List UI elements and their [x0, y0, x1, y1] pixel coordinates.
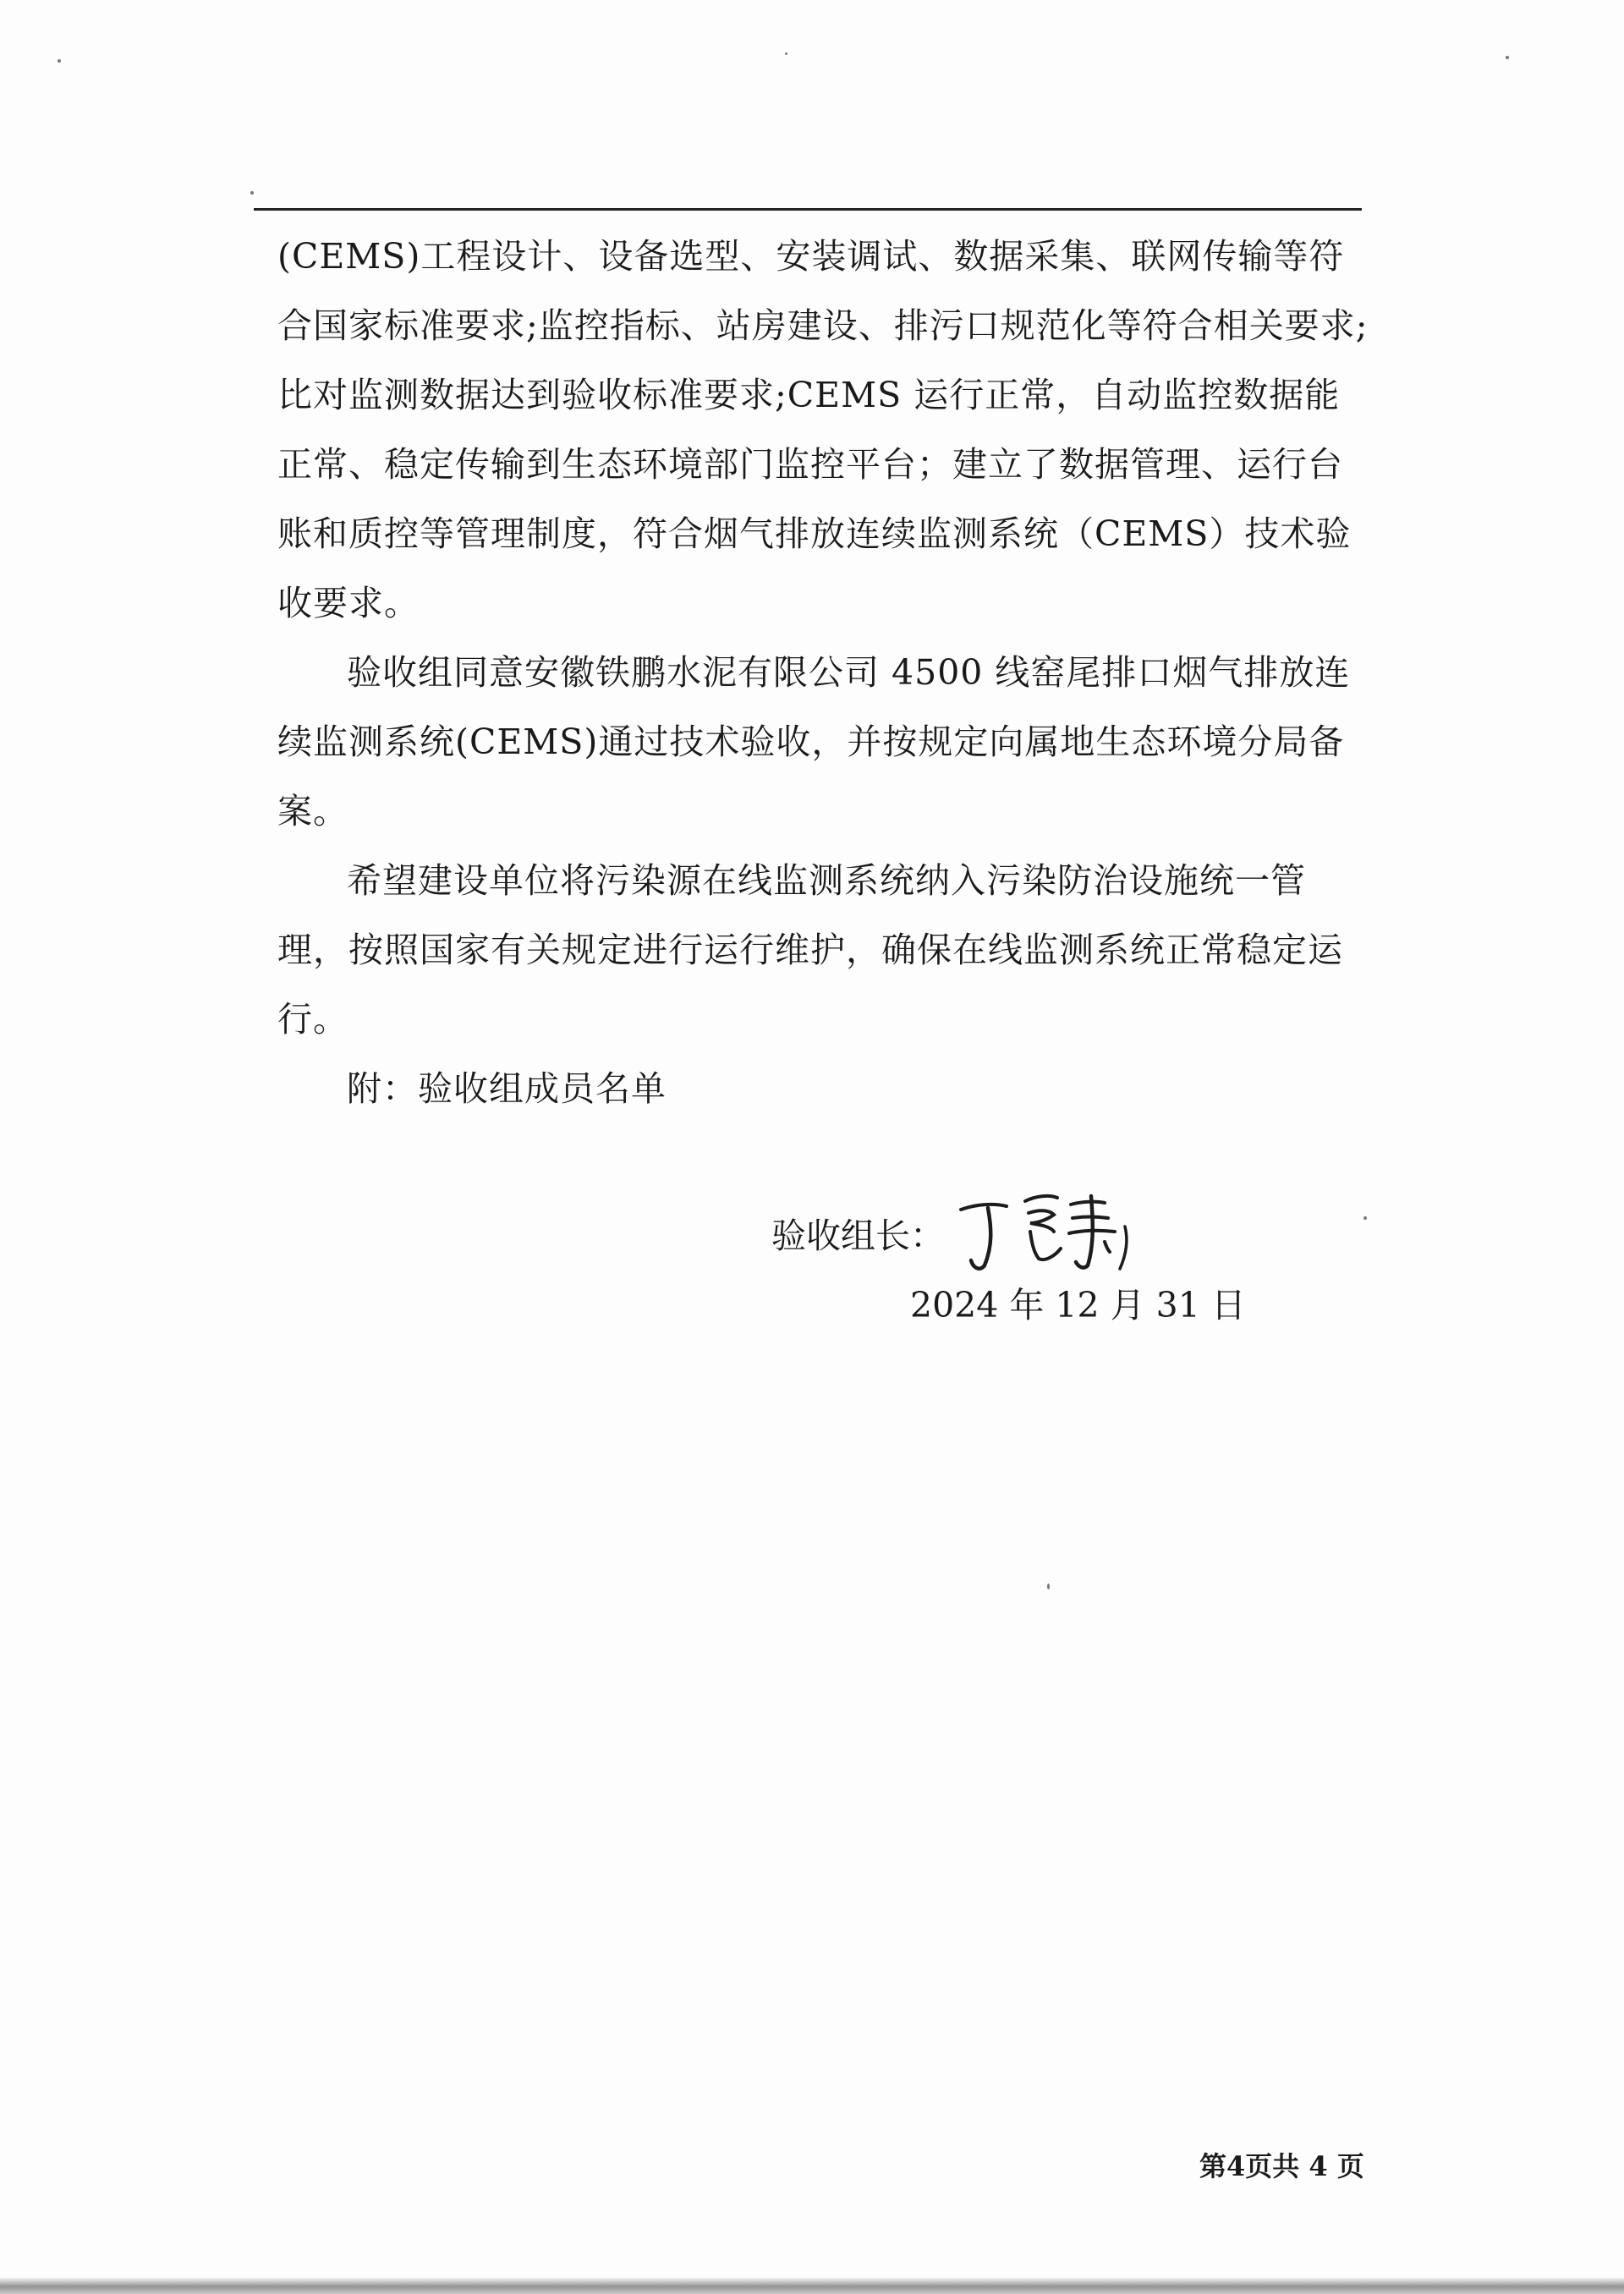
- scan-speck: [785, 52, 787, 55]
- scan-speck: [58, 59, 61, 63]
- scan-speck: [1506, 56, 1509, 59]
- scan-speck: [1047, 1583, 1050, 1589]
- signature-date: 2024 年 12 月 31 日: [910, 1285, 1246, 1325]
- scan-edge-shadow: [0, 2277, 1624, 2294]
- paragraph-recommendation: 希望建设单位将污染源在线监测系统纳入污染防治设施统一管理，按照国家有关规定进行运行维护，确保在线监测系统正常稳定运行。: [277, 860, 1343, 1040]
- signature-block: [771, 1184, 1363, 1353]
- handwritten-signature: [954, 1184, 1140, 1277]
- scan-speck: [250, 191, 254, 195]
- paragraph-conclusion: (CEMS)工程设计、设备选型、安装调试、数据采集、联网传输等符合国家标准要求;监控指标、站房建设、排污口规范化等符合相关要求;比对监测数据达到验收标准要求;CEMS 运行正常，自动监控数据能正常、稳定传输到生态环境部门监控平台；建立了数据管理、运行台账和质控等管理制度，符合烟气排放连续监测系统（CEMS）技术验收要求。: [277, 236, 1369, 623]
- page-number: 第4页共 4 页: [1199, 2150, 1364, 2182]
- document-body: [277, 222, 1369, 1123]
- signature-label: 验收组长：: [771, 1216, 945, 1256]
- paragraph-attachment: 附：验收组成员名单: [347, 1068, 667, 1109]
- paragraph-acceptance: 验收组同意安徽铁鹏水泥有限公司 4500 线窑尾排口烟气排放连续监测系统(CEMS)通过技术验收，并按规定向属地生态环境分局备案。: [277, 652, 1351, 831]
- header-rule: [254, 208, 1362, 211]
- scan-speck: [1363, 1216, 1367, 1220]
